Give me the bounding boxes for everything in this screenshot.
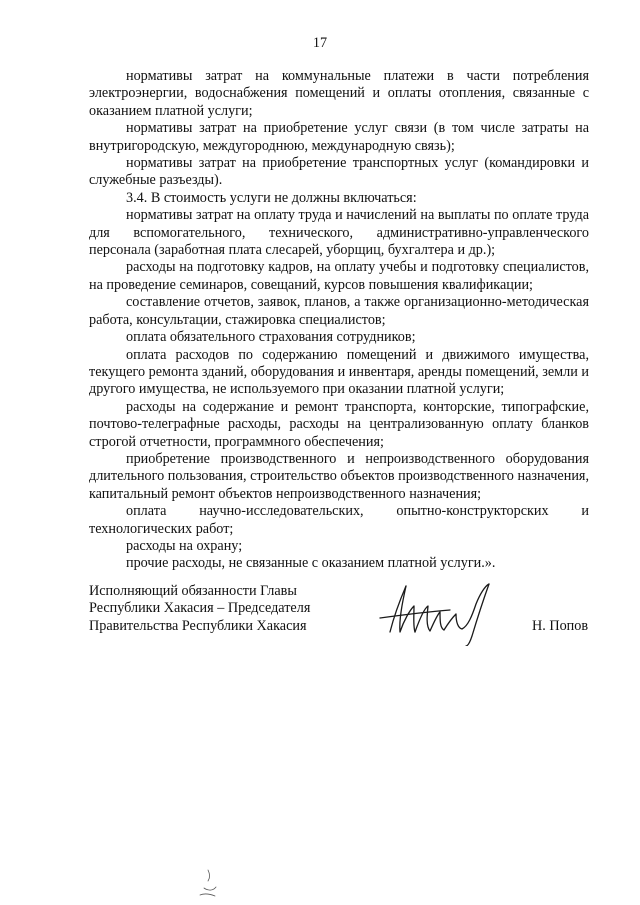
handwritten-signature: [372, 576, 522, 646]
paragraph: оплата расходов по содержанию помещений и движимого имущества, текущего ремонта зданий, оборудования и инвентаря, аренды помещений, земли и другого имущества, не используемого при оказании платной услуги;: [89, 346, 589, 398]
signatory-name: Н. Попов: [532, 618, 589, 634]
paragraph: расходы на содержание и ремонт транспорта, конторские, типографские, почтово-телеграфные расходы, расходы на централизованную оплату бланков строгой отчетности, программного обеспечения;: [89, 398, 589, 450]
scan-ink-mark: [196, 868, 222, 898]
signatory-title-line: Исполняющий обязанности Главы: [89, 583, 297, 599]
signatory-title-line: Республики Хакасия – Председателя: [89, 600, 311, 617]
page-number: 17: [312, 35, 328, 51]
paragraph: составление отчетов, заявок, планов, а также организационно-методическая работа, консультации, стажировка специалистов;: [89, 294, 589, 328]
paragraph: нормативы затрат на оплату труда и начислений на выплаты по оплате труда для вспомогательного, технического, административно-управленческого персонала (заработная плата слесарей, уборщиц, бухгалтера и др.);: [89, 207, 589, 259]
paragraph: нормативы затрат на приобретение транспортных услуг (командировки и служебные разъезды).: [89, 155, 589, 189]
paragraph: нормативы затрат на приобретение услуг связи (в том числе затраты на внутригородскую, междугороднюю, международную связь);: [89, 120, 589, 154]
paragraph: оплата обязательного страхования сотрудников;: [126, 329, 416, 346]
paragraph: нормативы затрат на коммунальные платежи в части потребления электроэнергии, водоснабжения помещений и оплаты отопления, связанные с оказанием платной услуги;: [89, 68, 589, 119]
signatory-title-line: Правительства Республики Хакасия: [89, 617, 307, 634]
paragraph: расходы на охрану;: [126, 537, 243, 554]
paragraph: прочие расходы, не связанные с оказанием платной услуги.».: [126, 555, 496, 572]
signatory-title: [89, 583, 319, 635]
section-heading: 3.4. В стоимость услуги не должны включаться:: [126, 189, 417, 206]
paragraph: расходы на подготовку кадров, на оплату учебы и подготовку специалистов, на проведение семинаров, совещаний, курсов повышения квалификации;: [89, 259, 589, 293]
paragraph: оплата научно-исследовательских, опытно-конструкторских и технологических работ;: [89, 503, 589, 537]
document-body: [89, 68, 589, 573]
paragraph: приобретение производственного и непроизводственного оборудования длительного пользования, строительство объектов производственного назначения, капитальный ремонт объектов непроизводственного назначения;: [89, 450, 589, 502]
